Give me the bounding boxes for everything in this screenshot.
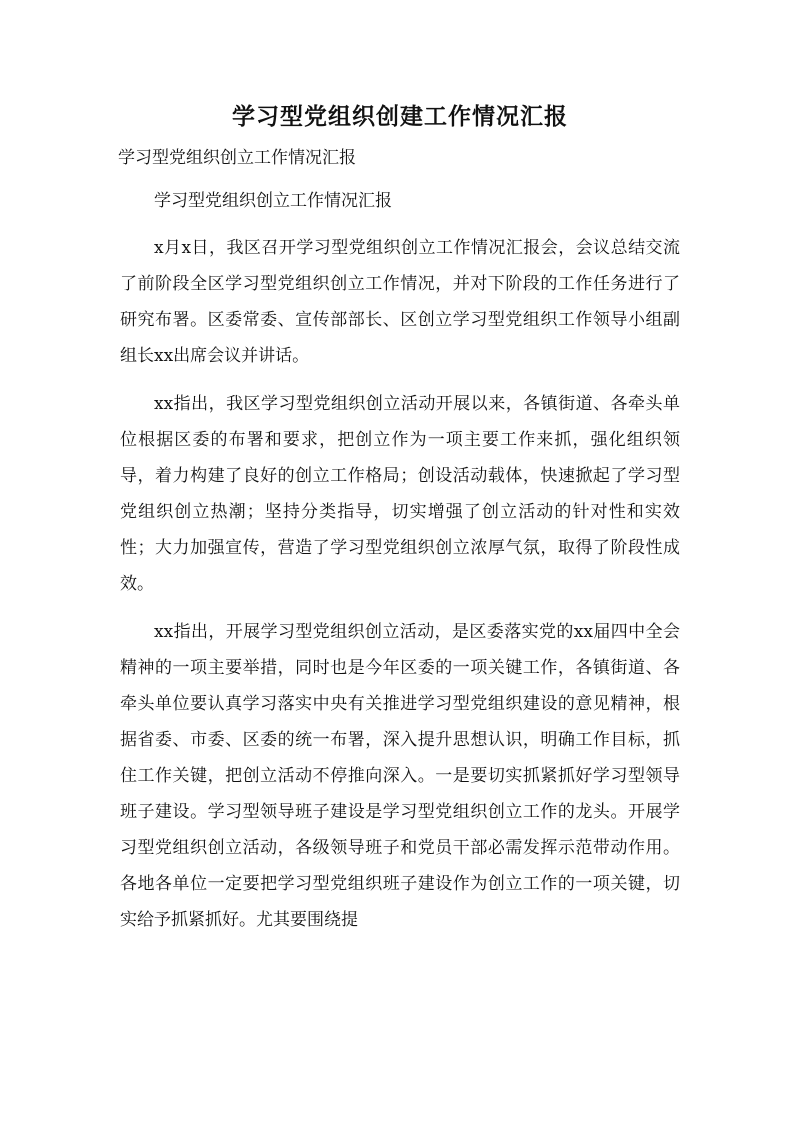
paragraph-3: xx指出，开展学习型党组织创立活动，是区委落实党的xx届四中全会精神的一项主要举措，同时也是今年区委的一项关键工作，各镇街道、各牵头单位要认真学习落实中央有关推进学习型党组织建设的意见精神，根据省委、市委、区委的统一布署，深入提升思想认识，明确工作目标，抓住工作关键，把创立活动不停推向深入。一是要切实抓紧抓好学习型领导班子建设。学习型领导班子建设是学习型党组织创立工作的龙头。开展学习型党组织创立活动，各级领导班子和党员干部必需发挥示范带动作用。各地各单位一定要把学习型党组织班子建设作为创立工作的一项关键，切实给予抓紧抓好。尤其要围绕提: [120, 622, 680, 930]
paragraph-1: x月x日，我区召开学习型党组织创立工作情况汇报会，会议总结交流了前阶段全区学习型党组织创立工作情况，并对下阶段的工作任务进行了研究布署。区委常委、宣传部部长、区创立学习型党组织工作领导小组副组长xx出席会议并讲话。: [120, 238, 680, 366]
document-subtitle: 学习型党组织创立工作情况汇报: [118, 148, 356, 168]
document-body: [120, 186, 680, 950]
document-title: 学习型党组织创建工作情况汇报: [232, 103, 568, 130]
paragraph-2: xx指出，我区学习型党组织创立活动开展以来，各镇街道、各牵头单位根据区委的布署和要求，把创立作为一项主要工作来抓，强化组织领导，着力构建了良好的创立工作格局；创设活动载体，快速掀起了学习型党组织创立热潮；坚持分类指导，切实增强了创立活动的针对性和实效性；大力加强宣传，营造了学习型党组织创立浓厚气氛，取得了阶段性成效。: [120, 394, 680, 594]
paragraph-heading: 学习型党组织创立工作情况汇报: [154, 191, 392, 211]
